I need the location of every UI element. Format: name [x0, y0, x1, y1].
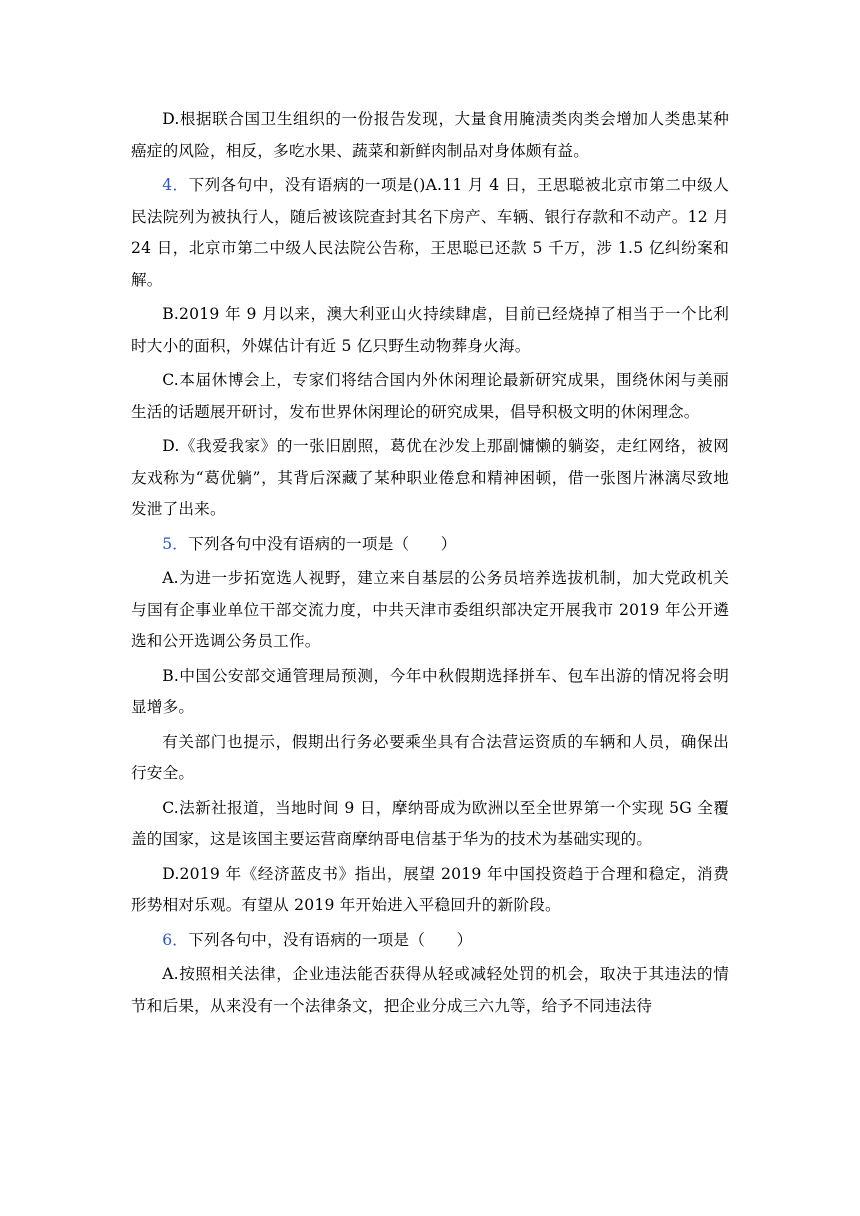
paragraph-question-4-option-c: [131, 365, 729, 428]
paragraph-text: C.法新社报道，当地时间 9 日，摩纳哥成为欧洲以至全世界第一个实现 5G 全覆盖的国家，这是该国主要运营商摩纳哥电信基于华为的技术为基础实现的。: [131, 798, 729, 848]
paragraph-text: 下列各句中没有语病的一项是（ ）: [188, 534, 457, 553]
paragraph-text: D.2019 年《经济蓝皮书》指出，展望 2019 年中国投资趋于合理和稳定，消费形势相对乐观。有望从 2019 年开始进入平稳回升的新阶段。: [131, 864, 729, 914]
paragraph-question-5-stem: [131, 529, 729, 561]
paragraph-text: 下列各句中，没有语病的一项是()A.11 月 4 日，王思聪被北京市第二中级人民法院列为被执行人，随后被该院查封其名下房产、车辆、银行存款和不动产。12 月 24 日，北京市第二中级人民法院公告称，王思聪已还款 5 千万，涉 1.5 亿纠纷案和解。: [131, 176, 729, 289]
question-number: 5．: [162, 534, 189, 553]
paragraph-text: A.为进一步拓宽选人视野，建立来自基层的公务员培养选拔机制，加大党政机关与国有企事业单位干部交流力度，中共天津市委组织部决定开展我市 2019 年公开遴选和公开选调公务员工作。: [131, 569, 729, 650]
document-page: [131, 104, 729, 1025]
question-number: 4．: [162, 176, 189, 194]
paragraph-question-4-option-d: [131, 431, 729, 526]
paragraph-text: B.中国公安部交通管理局预测，今年中秋假期选择拼车、包车出游的情况将会明显增多。: [131, 666, 729, 716]
paragraph-question-6-option-a: [131, 959, 729, 1022]
paragraph-text: D.《我爱我家》的一张旧剧照，葛优在沙发上那副慵懒的躺姿，走红网络，被网友戏称为“葛优躺”，其背后深藏了某种职业倦怠和精神困顿，借一张图片淋漓尽致地发泄了出来。: [131, 437, 729, 518]
paragraph-text: D.根据联合国卫生组织的一份报告发现，大量食用腌渍类肉类会增加人类患某种癌症的风险，相反，多吃水果、蔬菜和新鲜肉制品对身体颇有益。: [131, 110, 729, 160]
paragraph-question-4-stem: [131, 170, 729, 296]
paragraph-text: 有关部门也提示，假期出行务必要乘坐具有合法营运资质的车辆和人员，确保出行安全。: [131, 732, 729, 782]
question-number: 6．: [162, 930, 189, 949]
paragraph-text: A.按照相关法律，企业违法能否获得从轻或减轻处罚的机会，取决于其违法的情节和后果，从来没有一个法律条文，把企业分成三六九等，给予不同违法待: [131, 965, 729, 1015]
paragraph-text: B.2019 年 9 月以来，澳大利亚山火持续肆虐，目前已经烧掉了相当于一个比利时大小的面积，外媒估计有近 5 亿只野生动物葬身火海。: [131, 305, 729, 355]
paragraph-question-5-option-c: [131, 793, 729, 856]
paragraph-question-3-option-d: [131, 104, 729, 167]
paragraph-question-6-stem: [131, 925, 729, 957]
paragraph-text: 下列各句中，没有语病的一项是（ ）: [188, 930, 473, 949]
paragraph-question-5-option-a: [131, 563, 729, 658]
paragraph-text: C.本届休博会上，专家们将结合国内外休闲理论最新研究成果，围绕休闲与美丽生活的话题展开研讨，发布世界休闲理论的研究成果，倡导积极文明的休闲理念。: [131, 371, 729, 421]
paragraph-question-5-option-d: [131, 859, 729, 922]
paragraph-question-5-option-b: [131, 661, 729, 724]
paragraph-question-4-option-b: [131, 299, 729, 362]
paragraph-question-5-option-b-continued: [131, 727, 729, 790]
